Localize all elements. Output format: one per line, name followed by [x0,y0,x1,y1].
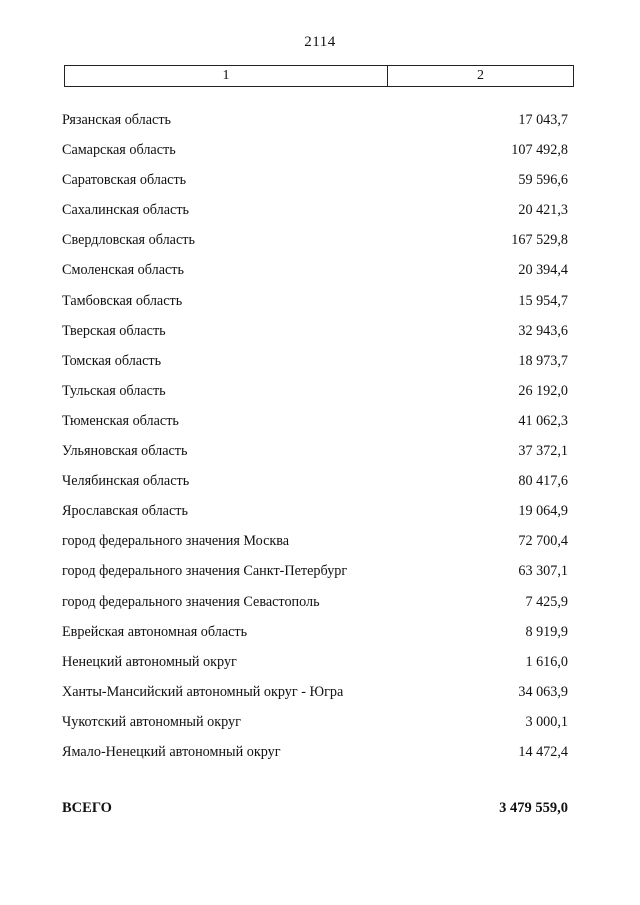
region-value: 1 616,0 [525,653,568,670]
region-value: 3 000,1 [525,713,568,730]
table-row [62,443,568,473]
region-name: Самарская область [62,142,176,159]
region-value: 41 062,3 [518,412,568,429]
region-name: Рязанская область [62,112,172,128]
table-row [62,112,568,142]
table-row [62,563,568,593]
region-value: 107 492,8 [511,142,568,159]
region-value: 8 919,9 [525,623,568,640]
region-value: 15 954,7 [518,292,568,309]
table-row [62,684,568,714]
table-row [62,473,568,503]
region-value: 14 472,4 [518,743,568,760]
region-value: 59 596,6 [518,172,568,189]
region-name: Сахалинская область [62,202,190,219]
table-row [62,383,568,413]
region-value: 7 425,9 [525,593,568,610]
table-row [62,503,568,533]
region-name: Ямало-Ненецкий автономный округ [62,743,281,760]
table-header-col-1: 1 [65,66,388,86]
table-row [62,323,568,353]
table-row [62,232,568,262]
region-name: Тюменская область [62,412,179,429]
region-name: Тамбовская область [62,292,183,309]
region-value: 17 043,7 [518,112,568,128]
region-value: 80 417,6 [518,473,568,490]
region-value: 26 192,0 [518,382,568,399]
region-name: Тверская область [62,322,166,339]
region-value: 34 063,9 [518,683,568,700]
region-name: Чукотский автономный округ [62,713,241,730]
region-name: город федерального значения Севастополь [62,593,320,610]
table-row [62,293,568,323]
region-value: 19 064,9 [518,503,568,520]
region-value: 20 394,4 [518,262,568,279]
region-value: 72 700,4 [518,533,568,550]
region-name: Ханты-Мансийский автономный округ - Югра [62,683,344,700]
table-header [64,65,574,87]
table-row [62,744,568,774]
total-row [62,800,568,817]
region-name: Ярославская область [62,503,188,520]
region-name: город федерального значения Москва [62,533,290,550]
table-row [62,413,568,443]
table-row [62,624,568,654]
region-name: Саратовская область [62,172,187,189]
region-name: Томская область [62,352,162,369]
table-row [62,353,568,383]
region-value: 167 529,8 [511,232,568,249]
total-value: 3 479 559,0 [499,800,568,816]
table-row [62,262,568,292]
table-row [62,654,568,684]
region-name: Смоленская область [62,262,184,279]
region-name: Челябинская область [62,473,190,490]
region-value: 37 372,1 [518,443,568,460]
region-name: Еврейская автономная область [62,623,248,640]
region-name: Ульяновская область [62,443,188,460]
page-number: 2114 [304,34,336,50]
region-value: 18 973,7 [518,352,568,369]
total-label: ВСЕГО [62,800,112,816]
region-value: 20 421,3 [518,202,568,219]
table-row [62,142,568,172]
table-header-col-2: 2 [477,68,484,83]
region-value: 63 307,1 [518,563,568,580]
table-row [62,533,568,563]
table-row [62,172,568,202]
table-row [62,202,568,232]
table-row [62,594,568,624]
region-list [62,112,568,774]
region-name: Ненецкий автономный округ [62,653,237,670]
table-row [62,714,568,744]
region-name: Тульская область [62,382,166,399]
region-name: Свердловская область [62,232,195,249]
region-value: 32 943,6 [518,322,568,339]
region-name: город федерального значения Санкт-Петербург [62,563,348,580]
